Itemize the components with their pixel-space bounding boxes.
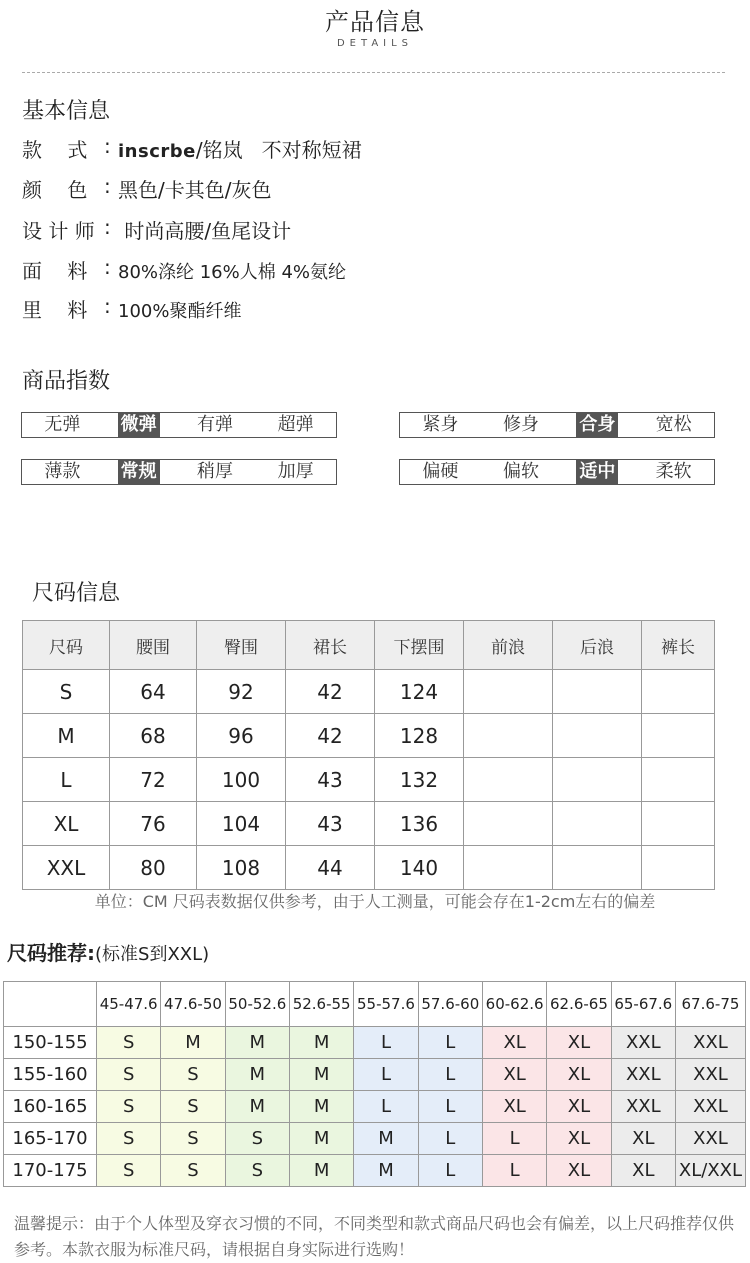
- size-table-header: [23, 621, 715, 670]
- height-cell: 155-160: [4, 1059, 97, 1091]
- size-header-cell: 腰围: [110, 621, 197, 670]
- header-divider: [22, 72, 725, 73]
- page-subtitle: DETAILS: [336, 38, 414, 49]
- size-table: [22, 620, 715, 890]
- basic-value: 80%涤纶 16%人棉 4%氨纶: [118, 262, 347, 283]
- table-row: [4, 1091, 746, 1123]
- table-row: [23, 846, 715, 890]
- size-cell: 42: [286, 714, 375, 758]
- brand-logo: inscrbe: [118, 141, 196, 162]
- size-recommend-cell: M: [289, 1027, 353, 1059]
- basic-row-designer: [22, 215, 291, 244]
- size-header-cell: 裤长: [642, 621, 715, 670]
- size-cell: 128: [375, 714, 464, 758]
- recommend-table: [3, 981, 746, 1187]
- height-cell: 170-175: [4, 1155, 97, 1187]
- table-row: [4, 1123, 746, 1155]
- size-cell: [464, 670, 553, 714]
- size-cell: 108: [197, 846, 286, 890]
- corner-height: 身高(cm): [8, 1005, 62, 1023]
- basic-info-title: 基本信息: [22, 99, 111, 124]
- size-cell: 43: [286, 758, 375, 802]
- size-recommend-cell: L: [354, 1091, 418, 1123]
- basic-value: /铭岚 不对称短裙: [195, 138, 362, 162]
- index-softness: [399, 459, 715, 485]
- size-recommend-cell: L: [418, 1027, 482, 1059]
- index-option: 紧身: [422, 414, 459, 435]
- size-recommend-cell: M: [354, 1123, 418, 1155]
- basic-label: 设 计 师 :: [22, 215, 111, 243]
- size-cell: 132: [375, 758, 464, 802]
- size-cell: 72: [110, 758, 197, 802]
- size-cell: M: [23, 714, 110, 758]
- recommend-title: [7, 937, 209, 966]
- size-cell: XL: [23, 802, 110, 846]
- size-header-cell: 前浪: [464, 621, 553, 670]
- size-cell: [553, 714, 642, 758]
- size-recommend-cell: L: [482, 1155, 546, 1187]
- size-recommend-cell: XL: [611, 1155, 675, 1187]
- size-cell: [642, 802, 715, 846]
- weight-header-cell: 47.6-50: [161, 982, 225, 1027]
- size-recommend-cell: L: [482, 1123, 546, 1155]
- size-recommend-cell: S: [225, 1155, 289, 1187]
- basic-row-fabric: [22, 255, 346, 284]
- index-option: 偏硬: [422, 461, 459, 482]
- size-cell: [642, 670, 715, 714]
- size-recommend-cell: M: [289, 1123, 353, 1155]
- size-recommend-cell: XXL: [675, 1123, 745, 1155]
- table-row: [23, 758, 715, 802]
- size-cell: 80: [110, 846, 197, 890]
- size-cell: 136: [375, 802, 464, 846]
- size-cell: [553, 802, 642, 846]
- size-note: 单位：CM 尺码表数据仅供参考，由于人工测量，可能会存在1-2cm左右的偏差: [94, 892, 656, 911]
- size-recommend-cell: XL: [482, 1091, 546, 1123]
- size-recommend-cell: S: [225, 1123, 289, 1155]
- size-cell: [464, 846, 553, 890]
- height-cell: 150-155: [4, 1027, 97, 1059]
- index-option: 稍厚: [197, 461, 233, 482]
- size-recommend-cell: S: [97, 1027, 161, 1059]
- size-recommend-cell: M: [289, 1155, 353, 1187]
- size-recommend-cell: S: [97, 1059, 161, 1091]
- index-elasticity: [21, 412, 337, 438]
- index-option: 修身: [503, 414, 539, 435]
- size-cell: 100: [197, 758, 286, 802]
- size-recommend-cell: XL: [547, 1091, 611, 1123]
- size-cell: 44: [286, 846, 375, 890]
- size-recommend-cell: XXL: [675, 1027, 745, 1059]
- page-title: 产品信息: [325, 8, 425, 36]
- size-header-cell: 臀围: [197, 621, 286, 670]
- size-recommend-cell: S: [97, 1155, 161, 1187]
- index-option-selected: 合身: [576, 413, 618, 437]
- size-recommend-cell: S: [97, 1091, 161, 1123]
- index-option-selected: 常规: [118, 460, 160, 484]
- size-cell: 76: [110, 802, 197, 846]
- size-cell: [464, 714, 553, 758]
- size-recommend-cell: XXL: [675, 1091, 745, 1123]
- size-cell: 92: [197, 670, 286, 714]
- size-cell: 68: [110, 714, 197, 758]
- size-recommend-cell: XXL: [611, 1059, 675, 1091]
- size-recommend-cell: S: [161, 1123, 225, 1155]
- table-row: [23, 802, 715, 846]
- size-cell: 42: [286, 670, 375, 714]
- size-recommend-cell: S: [161, 1091, 225, 1123]
- height-cell: 160-165: [4, 1091, 97, 1123]
- size-cell: [553, 670, 642, 714]
- size-header-cell: 尺码: [23, 621, 110, 670]
- size-recommend-cell: S: [161, 1155, 225, 1187]
- size-recommend-cell: L: [354, 1027, 418, 1059]
- basic-row-lining: [22, 294, 241, 323]
- size-recommend-cell: L: [418, 1123, 482, 1155]
- size-info-title: 尺码信息: [32, 581, 121, 606]
- size-recommend-cell: XL: [611, 1123, 675, 1155]
- basic-row-style: [22, 134, 362, 163]
- size-recommend-cell: M: [161, 1027, 225, 1059]
- table-row: [4, 1027, 746, 1059]
- size-cell: 104: [197, 802, 286, 846]
- weight-header-cell: 67.6-75: [675, 982, 745, 1027]
- index-option: 有弹: [197, 414, 233, 435]
- weight-header-cell: 52.6-55: [289, 982, 353, 1027]
- size-recommend-cell: M: [354, 1155, 418, 1187]
- recommend-header-row: [4, 982, 746, 1027]
- size-recommend-cell: S: [97, 1123, 161, 1155]
- size-recommend-cell: M: [225, 1091, 289, 1123]
- index-fit: [399, 412, 715, 438]
- size-header-cell: 后浪: [553, 621, 642, 670]
- index-option: 柔软: [655, 461, 692, 482]
- size-recommend-cell: XXL: [675, 1059, 745, 1091]
- size-cell: 96: [197, 714, 286, 758]
- table-row: [23, 714, 715, 758]
- table-row: [4, 1155, 746, 1187]
- size-cell: [642, 714, 715, 758]
- basic-label: 里 料 :: [22, 294, 111, 322]
- size-header-cell: 下摆围: [375, 621, 464, 670]
- basic-label: 面 料 :: [22, 255, 111, 283]
- size-cell: [642, 846, 715, 890]
- index-option: 薄款: [44, 461, 81, 482]
- size-recommend-cell: L: [354, 1059, 418, 1091]
- size-header-cell: 裙长: [286, 621, 375, 670]
- basic-value: 时尚高腰/鱼尾设计: [118, 219, 292, 243]
- weight-header-cell: 55-57.6: [354, 982, 418, 1027]
- weight-header-cell: 50-52.6: [225, 982, 289, 1027]
- recommend-title-label: 尺码推荐:: [7, 941, 95, 965]
- index-option-selected: 微弹: [118, 413, 160, 437]
- size-recommend-cell: XL: [547, 1059, 611, 1091]
- size-recommend-cell: L: [418, 1155, 482, 1187]
- size-cell: 140: [375, 846, 464, 890]
- table-row: [23, 670, 715, 714]
- index-title: 商品指数: [22, 369, 111, 394]
- index-option: 偏软: [503, 461, 539, 482]
- weight-header-cell: 65-67.6: [611, 982, 675, 1027]
- size-cell: 124: [375, 670, 464, 714]
- table-row: [4, 1059, 746, 1091]
- weight-header-cell: 45-47.6: [97, 982, 161, 1027]
- index-thickness: [21, 459, 337, 485]
- corner-weight: 体重(kg): [42, 986, 92, 1004]
- size-recommend-cell: XL: [547, 1027, 611, 1059]
- size-recommend-cell: XL: [482, 1027, 546, 1059]
- size-cell: L: [23, 758, 110, 802]
- basic-row-color: [22, 174, 271, 203]
- size-cell: S: [23, 670, 110, 714]
- size-recommend-cell: M: [289, 1059, 353, 1091]
- size-cell: XXL: [23, 846, 110, 890]
- size-cell: [464, 802, 553, 846]
- size-cell: [553, 846, 642, 890]
- size-recommend-cell: M: [225, 1059, 289, 1091]
- index-option: 超弹: [277, 414, 314, 435]
- size-cell: 64: [110, 670, 197, 714]
- basic-label: 款 式 :: [22, 134, 111, 162]
- size-recommend-cell: S: [161, 1059, 225, 1091]
- tip-text: 温馨提示：由于个人体型及穿衣习惯的不同，不同类型和款式商品尺码也会有偏差，以上尺码推荐仅供参考。本款衣服为标准尺码，请根据自身实际进行选购！: [14, 1214, 735, 1259]
- size-cell: [464, 758, 553, 802]
- size-recommend-cell: XL: [547, 1123, 611, 1155]
- size-recommend-cell: M: [289, 1091, 353, 1123]
- size-recommend-cell: M: [225, 1027, 289, 1059]
- size-recommend-cell: XL/XXL: [675, 1155, 745, 1187]
- size-recommend-cell: L: [418, 1059, 482, 1091]
- weight-header-cell: 62.6-65: [547, 982, 611, 1027]
- size-cell: [642, 758, 715, 802]
- basic-value: 黑色/卡其色/灰色: [118, 178, 272, 202]
- size-recommend-cell: XL: [482, 1059, 546, 1091]
- recommend-corner: [4, 982, 97, 1027]
- index-option: 加厚: [277, 461, 314, 482]
- size-cell: 43: [286, 802, 375, 846]
- index-option: 无弹: [44, 414, 81, 435]
- basic-value: 100%聚酯纤维: [118, 301, 242, 322]
- size-recommend-cell: XXL: [611, 1027, 675, 1059]
- index-option: 宽松: [655, 414, 692, 435]
- weight-header-cell: 60-62.6: [482, 982, 546, 1027]
- height-cell: 165-170: [4, 1123, 97, 1155]
- index-option-selected: 适中: [576, 460, 618, 484]
- size-cell: [553, 758, 642, 802]
- basic-label: 颜 色 :: [22, 174, 111, 202]
- size-recommend-cell: XXL: [611, 1091, 675, 1123]
- weight-header-cell: 57.6-60: [418, 982, 482, 1027]
- recommend-range: (标准S到XXL): [95, 944, 210, 965]
- size-recommend-cell: L: [418, 1091, 482, 1123]
- size-recommend-cell: XL: [547, 1155, 611, 1187]
